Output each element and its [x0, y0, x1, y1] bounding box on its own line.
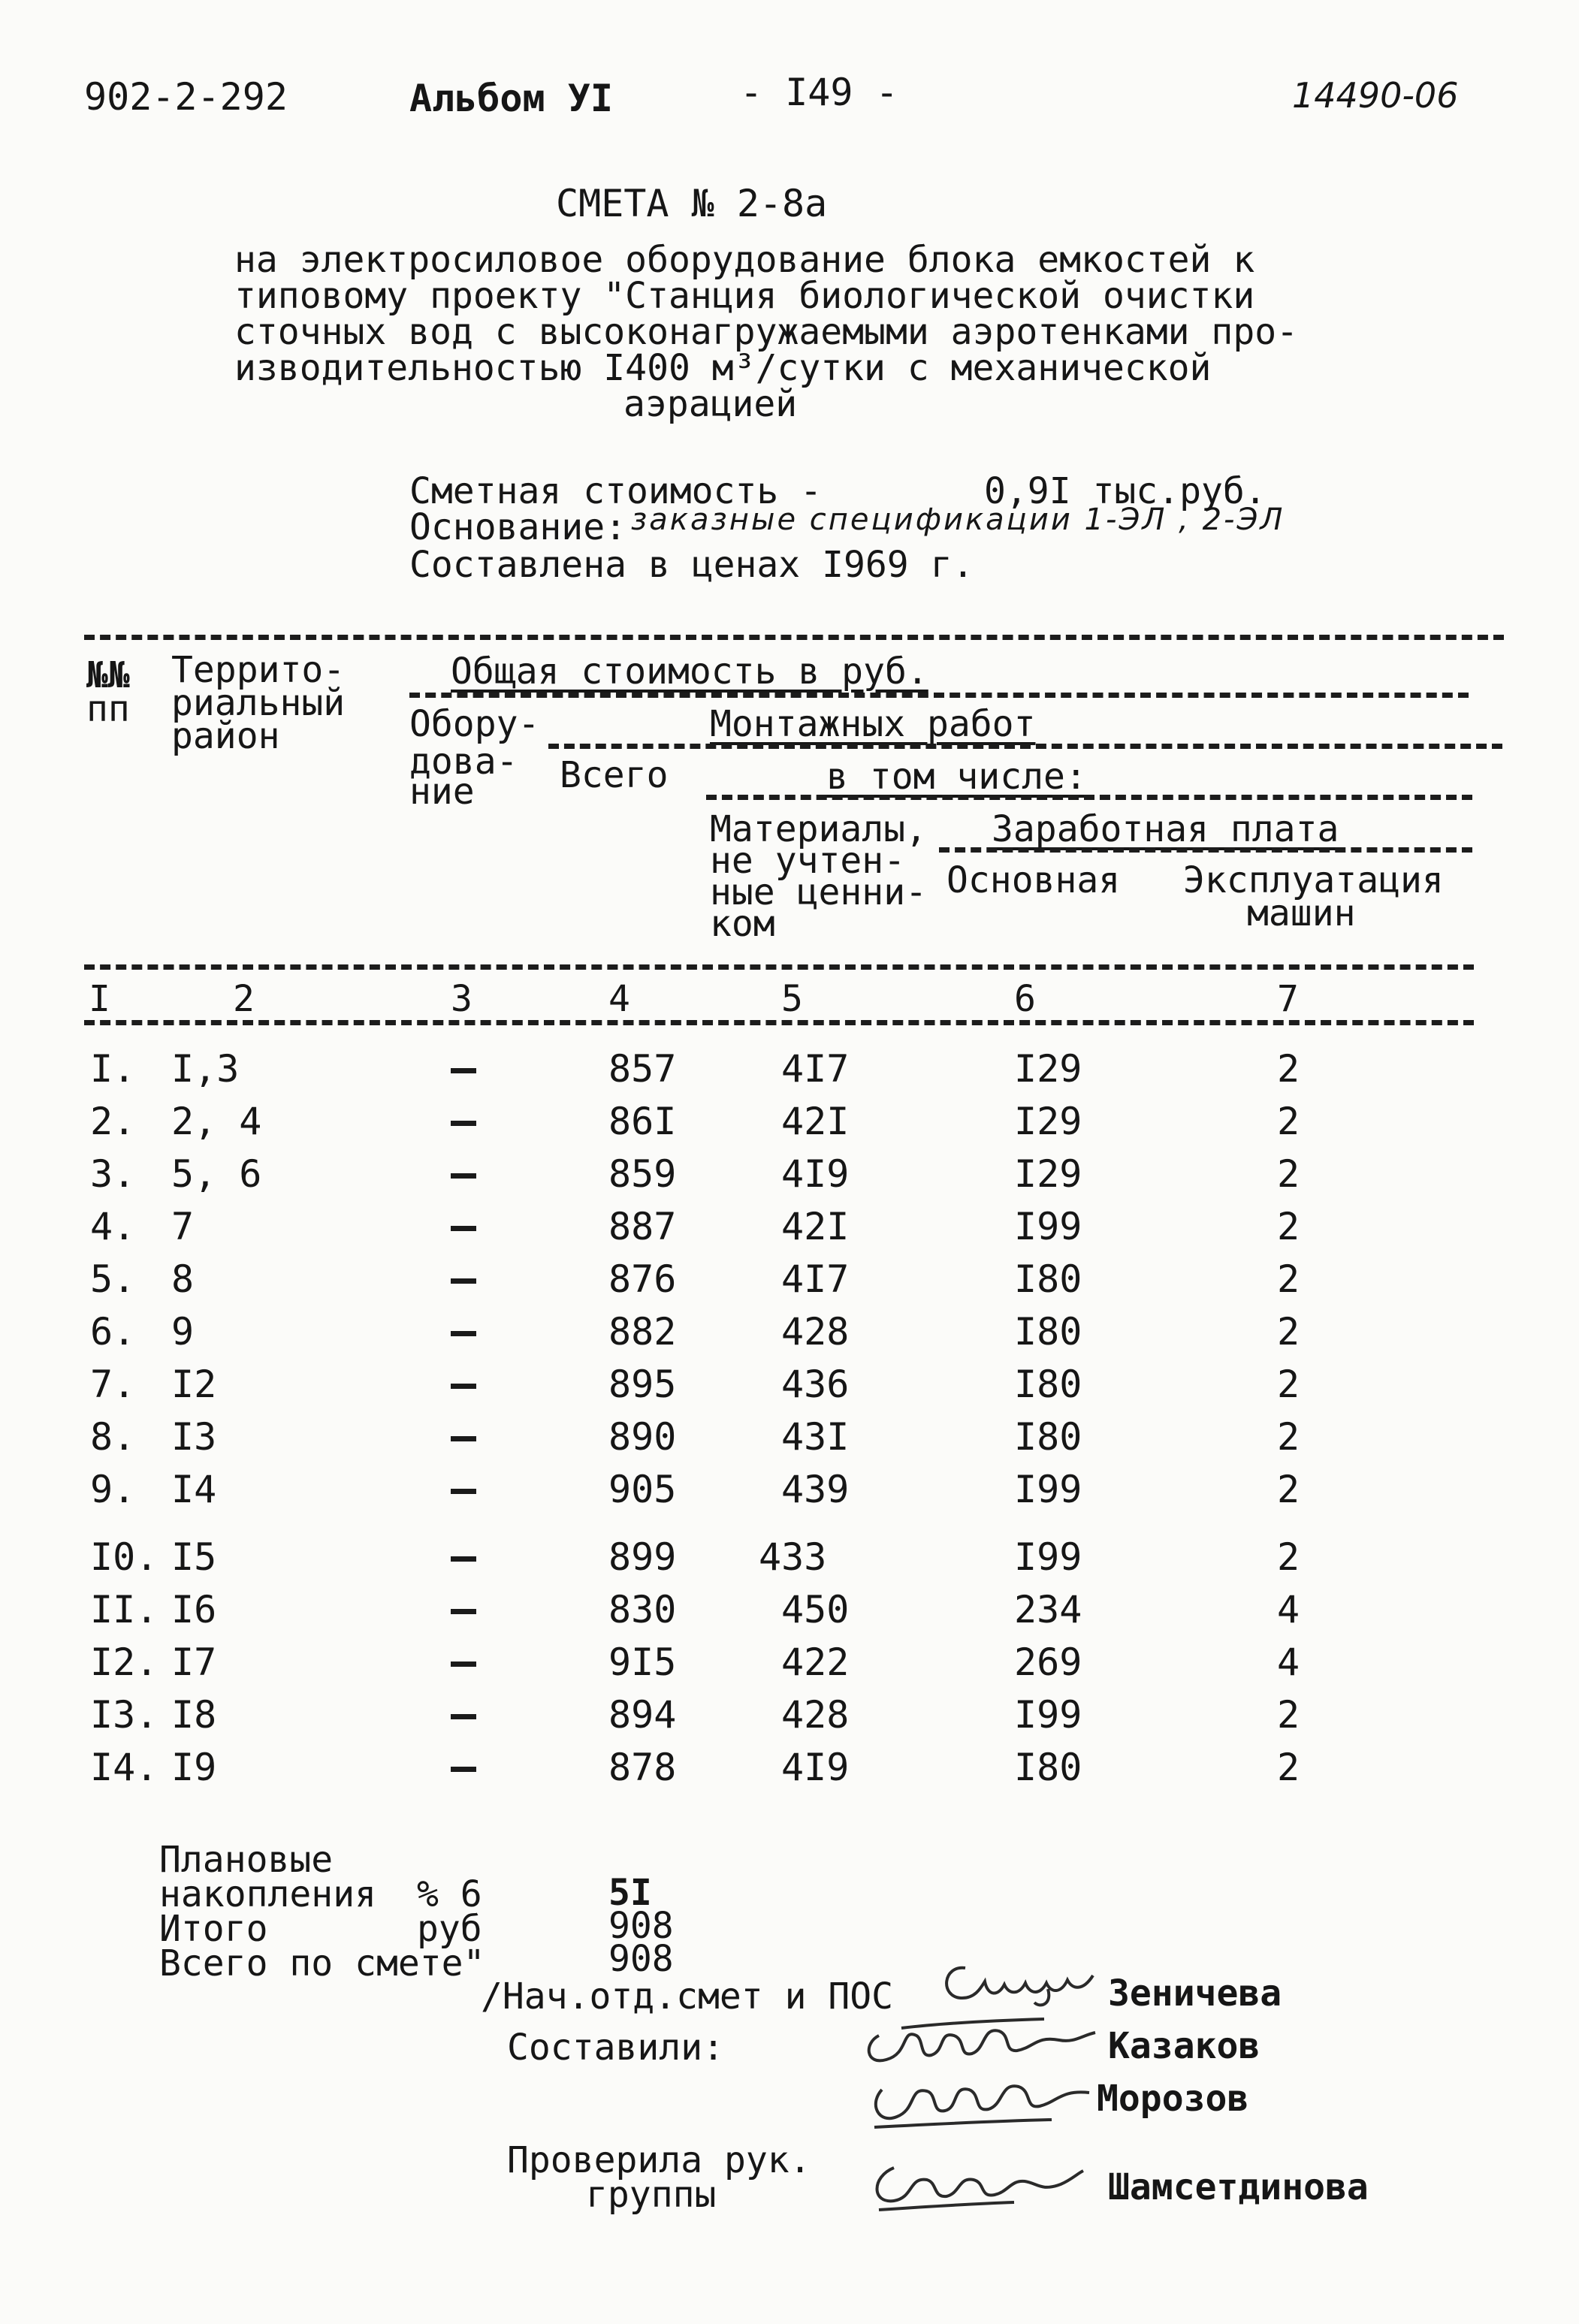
header-total: Всего — [560, 754, 669, 796]
planned-label-1: Плановые — [159, 1839, 334, 1881]
row-equipment — [451, 1050, 481, 1073]
header-machines-1: Эксплуатация — [1183, 859, 1444, 901]
row-region: I3 — [171, 1415, 217, 1459]
row-materials: 428 — [781, 1693, 850, 1737]
table-row — [0, 1415, 1579, 1463]
row-basic-wage: I80 — [1014, 1746, 1082, 1789]
checked-role-2: группы — [586, 2174, 717, 2216]
header-equipment-3: ние — [409, 771, 475, 813]
row-materials: 433 — [759, 1535, 827, 1579]
table-row — [0, 1693, 1579, 1741]
row-number: I3. — [90, 1693, 159, 1737]
header-including: в том числе: — [826, 756, 1087, 798]
row-equipment — [451, 1471, 481, 1494]
row-equipment — [451, 1155, 481, 1179]
row-number: II. — [90, 1588, 159, 1631]
row-basic-wage: I29 — [1014, 1152, 1082, 1196]
table-row — [0, 1205, 1579, 1253]
row-number: 4. — [90, 1205, 136, 1248]
table-row — [0, 1468, 1579, 1516]
page-number: - I49 - — [740, 71, 898, 114]
row-total: 86I — [608, 1100, 677, 1143]
header-machines-2: машин — [1247, 892, 1356, 934]
cost-value: 0,9I тыс.руб. — [984, 470, 1267, 512]
row-equipment — [451, 1208, 481, 1231]
itogo-label: Итого — [159, 1908, 268, 1950]
row-materials: 422 — [781, 1640, 850, 1684]
row-basic-wage: I80 — [1014, 1415, 1082, 1459]
row-materials: 450 — [781, 1588, 850, 1631]
table-row — [0, 1535, 1579, 1583]
checker-name: Шамсетдинова — [1108, 2166, 1369, 2208]
row-machines: 2 — [1277, 1415, 1300, 1459]
header-region-3: район — [171, 715, 280, 757]
row-total: 899 — [608, 1535, 677, 1579]
header-materials-1: Материалы, — [710, 808, 927, 850]
col-number-2: 2 — [233, 978, 255, 1020]
row-region: I5 — [171, 1535, 217, 1579]
row-region: I7 — [171, 1640, 217, 1684]
row-materials: 4I9 — [781, 1152, 850, 1196]
row-basic-wage: I99 — [1014, 1535, 1082, 1579]
head-role: /Нач.отд.смет и ПОС — [481, 1975, 894, 2018]
row-materials: 4I9 — [781, 1746, 850, 1789]
row-machines: 2 — [1277, 1363, 1300, 1406]
title-line-4: изводительностью I400 м³/сутки с механической — [234, 347, 1212, 389]
signature-morozov — [864, 2067, 1104, 2135]
header-region-1: Террито- — [171, 649, 346, 691]
header-num-2: пп — [86, 688, 130, 730]
header-materials-3: ные ценни- — [710, 871, 927, 913]
checked-role-1: Проверила рук. — [507, 2139, 811, 2181]
row-machines: 2 — [1277, 1468, 1300, 1511]
row-total: 830 — [608, 1588, 677, 1631]
row-equipment — [451, 1260, 481, 1284]
row-basic-wage: I29 — [1014, 1047, 1082, 1091]
row-materials: 4I7 — [781, 1047, 850, 1091]
col-number-1: I — [89, 978, 110, 1020]
table-row — [0, 1047, 1579, 1095]
header-num-1: №№ — [86, 654, 130, 696]
planned-value: 5I — [608, 1872, 652, 1914]
row-total: 894 — [608, 1693, 677, 1737]
header-wages-rule — [939, 847, 1472, 853]
title-line-5: аэрацией — [623, 383, 798, 425]
title-line-1: на электросиловое оборудование блока емкостей к — [234, 239, 1255, 281]
row-number: 5. — [90, 1257, 136, 1301]
row-materials: 436 — [781, 1363, 850, 1406]
header-total-group: Общая стоимость в руб. — [451, 650, 928, 693]
document-code: 902-2-292 — [84, 75, 288, 119]
planned-percent: % 6 — [417, 1873, 482, 1915]
row-number: 9. — [90, 1468, 136, 1511]
header-materials-4: ком — [710, 903, 775, 945]
header-region-2: риальный — [171, 682, 346, 724]
cost-label: Сметная стоимость - — [409, 470, 823, 512]
row-machines: 2 — [1277, 1535, 1300, 1579]
header-montage-group: Монтажных работ — [710, 703, 1036, 745]
table-row — [0, 1100, 1579, 1148]
vsego-value: 908 — [608, 1938, 674, 1980]
row-basic-wage: I80 — [1014, 1363, 1082, 1406]
row-region: 2, 4 — [171, 1100, 262, 1143]
row-materials: 4I7 — [781, 1257, 850, 1301]
table-row — [0, 1152, 1579, 1200]
head-name: Зеничева — [1108, 1972, 1282, 2015]
row-basic-wage: 269 — [1014, 1640, 1082, 1684]
table-row — [0, 1257, 1579, 1305]
row-materials: 42I — [781, 1205, 850, 1248]
row-machines: 2 — [1277, 1047, 1300, 1091]
compiler-1: Казаков — [1108, 2025, 1260, 2067]
basis-label: Основание: — [409, 506, 626, 548]
table-top-rule — [84, 635, 1504, 640]
col-number-6: 6 — [1014, 978, 1036, 1020]
row-region: 8 — [171, 1257, 195, 1301]
col-number-5: 5 — [781, 978, 803, 1020]
row-total: 887 — [608, 1205, 677, 1248]
row-materials: 439 — [781, 1468, 850, 1511]
signature-kazakov — [856, 2013, 1104, 2073]
row-region: I9 — [171, 1746, 217, 1789]
row-equipment — [451, 1749, 481, 1772]
row-machines: 4 — [1277, 1640, 1300, 1684]
row-region: I8 — [171, 1693, 217, 1737]
row-basic-wage: I80 — [1014, 1257, 1082, 1301]
row-machines: 2 — [1277, 1205, 1300, 1248]
row-total: 882 — [608, 1310, 677, 1354]
row-number: 8. — [90, 1415, 136, 1459]
row-total: 859 — [608, 1152, 677, 1196]
row-total: 9I5 — [608, 1640, 677, 1684]
row-machines: 2 — [1277, 1310, 1300, 1354]
row-total: 878 — [608, 1746, 677, 1789]
header-including-rule — [706, 795, 1472, 800]
row-number: 3. — [90, 1152, 136, 1196]
header-bottom-rule — [84, 964, 1474, 970]
title-line-2: типовому проекту "Станция биологической очистки — [234, 275, 1255, 317]
row-basic-wage: 234 — [1014, 1588, 1082, 1631]
prices-note: Составлена в ценах I969 г. — [409, 544, 974, 586]
header-total-group-rule — [409, 693, 1469, 698]
row-equipment — [451, 1313, 481, 1336]
row-total: 857 — [608, 1047, 677, 1091]
header-equipment-1: Обору- — [409, 703, 540, 745]
row-number: I2. — [90, 1640, 159, 1684]
row-total: 890 — [608, 1415, 677, 1459]
row-basic-wage: I99 — [1014, 1693, 1082, 1737]
row-equipment — [451, 1538, 481, 1562]
row-machines: 2 — [1277, 1152, 1300, 1196]
header-basic: Основная — [946, 859, 1121, 901]
row-number: I. — [90, 1047, 136, 1091]
row-region: I2 — [171, 1363, 217, 1406]
compiled-role: Составили: — [507, 2027, 724, 2069]
signature-shamsetdinova — [864, 2154, 1089, 2214]
row-region: 7 — [171, 1205, 195, 1248]
row-basic-wage: I80 — [1014, 1310, 1082, 1354]
table-row — [0, 1640, 1579, 1689]
itogo-unit: руб — [417, 1908, 482, 1950]
row-materials: 42I — [781, 1100, 850, 1143]
col-number-7: 7 — [1277, 978, 1299, 1020]
album-label: Альбом УI — [409, 77, 613, 120]
header-materials-2: не учтен- — [710, 840, 906, 882]
row-number: I4. — [90, 1746, 159, 1789]
row-region: I6 — [171, 1588, 217, 1631]
table-row — [0, 1363, 1579, 1411]
row-machines: 2 — [1277, 1693, 1300, 1737]
row-region: I,3 — [171, 1047, 240, 1091]
row-machines: 2 — [1277, 1100, 1300, 1143]
row-equipment — [451, 1418, 481, 1441]
inventory-number: 14490-06 — [1292, 75, 1459, 116]
row-region: 9 — [171, 1310, 195, 1354]
row-equipment — [451, 1366, 481, 1389]
table-row — [0, 1310, 1579, 1358]
compiler-2: Морозов — [1097, 2078, 1249, 2120]
row-total: 905 — [608, 1468, 677, 1511]
table-row — [0, 1746, 1579, 1794]
row-equipment — [451, 1643, 481, 1667]
header-equipment-2: дова- — [409, 741, 518, 783]
row-total: 876 — [608, 1257, 677, 1301]
vsego-label: Всего по смете" — [159, 1942, 485, 1984]
row-machines: 2 — [1277, 1257, 1300, 1301]
table-row — [0, 1588, 1579, 1636]
row-equipment — [451, 1696, 481, 1719]
row-number: 6. — [90, 1310, 136, 1354]
row-machines: 4 — [1277, 1588, 1300, 1631]
row-basic-wage: I29 — [1014, 1100, 1082, 1143]
row-basic-wage: I99 — [1014, 1205, 1082, 1248]
basis-value: заказные спецификации 1-ЭЛ , 2-ЭЛ — [631, 503, 1285, 537]
row-materials: 43I — [781, 1415, 850, 1459]
row-equipment — [451, 1591, 481, 1614]
row-total: 895 — [608, 1363, 677, 1406]
estimate-heading: СМЕТА № 2-8а — [556, 182, 828, 225]
row-number: I0. — [90, 1535, 159, 1579]
header-wages-group: Заработная плата — [992, 808, 1339, 850]
row-region: I4 — [171, 1468, 217, 1511]
title-line-3: сточных вод с высоконагружаемыми аэротенками про- — [234, 311, 1299, 353]
col-number-4: 4 — [608, 978, 630, 1020]
row-machines: 2 — [1277, 1746, 1300, 1789]
col-number-3: 3 — [451, 978, 472, 1020]
col-numbers-rule — [84, 1020, 1474, 1025]
row-materials: 428 — [781, 1310, 850, 1354]
itogo-value: 908 — [608, 1905, 674, 1947]
row-number: 7. — [90, 1363, 136, 1406]
signature-zenicheva — [935, 1959, 1100, 2012]
header-montage-rule — [548, 744, 1502, 749]
row-region: 5, 6 — [171, 1152, 262, 1196]
row-basic-wage: I99 — [1014, 1468, 1082, 1511]
planned-label-2: накопления — [159, 1873, 376, 1915]
row-equipment — [451, 1103, 481, 1126]
row-number: 2. — [90, 1100, 136, 1143]
